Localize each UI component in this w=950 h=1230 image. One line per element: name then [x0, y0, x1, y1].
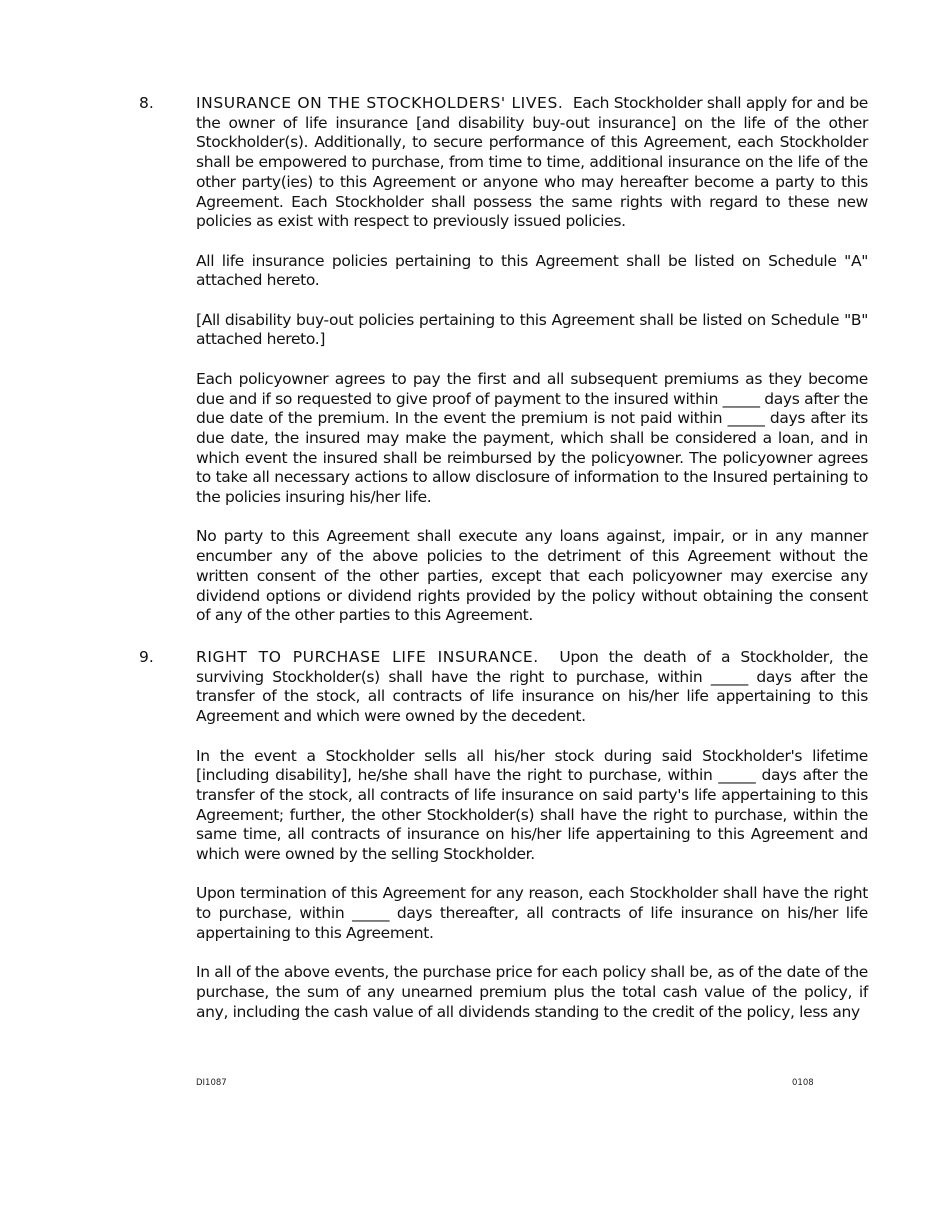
- footer-form-code: DI1087: [196, 1078, 227, 1088]
- section-number: 8.: [139, 94, 154, 112]
- paragraph: [196, 94, 868, 232]
- section-body: [196, 94, 868, 646]
- paragraph: No party to this Agreement shall execute any loans against, impair, or in any manner encumber any of the above policies to the detriment of this Agreement without the written consent of the other parties, except that each policyowner may exercise any dividend options or dividend rights provided by the policy without obtaining the consent of any of the other parties to this Agreement.: [196, 527, 868, 625]
- section-heading: RIGHT TO PURCHASE LIFE INSURANCE.: [196, 648, 539, 666]
- paragraph: [196, 648, 868, 727]
- paragraph-text: Each Stockholder shall apply for and be the owner of life insurance [and disability buy-out insurance] on the life of the other Stockholder(s). Additionally, to secure performance of this Agreement, each Stockholder shall be empowered to purchase, from time to time, additional insurance on the life of the other party(ies) to this Agreement or anyone who may hereafter become a party to this Agreement. Each Stockholder shall possess the same rights with regard to these new policies as exist with respect to previously issued policies.: [196, 94, 868, 231]
- paragraph: All life insurance policies pertaining to this Agreement shall be listed on Schedule "A" attached hereto.: [196, 251, 868, 290]
- paragraph: [All disability buy-out policies pertaining to this Agreement shall be listed on Schedule "B" attached hereto.]: [196, 310, 868, 349]
- paragraph: Upon termination of this Agreement for any reason, each Stockholder shall have the right to purchase, within _____ days thereafter, all contracts of life insurance on his/her life appertaining to this Agreement.: [196, 884, 868, 942]
- paragraph: In the event a Stockholder sells all his/her stock during said Stockholder's lifetime [including disability], he/she shall have the right to purchase, within _____ days after the transfer of the stock, all contracts of life insurance on said party's life appertaining to this Agreement; further, the other Stockholder(s) shall have the right to purchase, within the same time, all contracts of insurance on his/her life appertaining to this Agreement and which were owned by the selling Stockholder.: [196, 746, 868, 864]
- paragraph: Each policyowner agrees to pay the first and all subsequent premiums as they become due and if so requested to give proof of payment to the insured within _____ days after the due date of the premium. In the event the premium is not paid within _____ days after its due date, the insured may make the payment, which shall be considered a loan, and in which event the insured shall be reimbursed by the policyowner. The policyowner agrees to take all necessary actions to allow disclosure of information to the Insured pertaining to the policies insuring his/her life.: [196, 369, 868, 507]
- paragraph: In all of the above events, the purchase price for each policy shall be, as of the date of the purchase, the sum of any unearned premium plus the total cash value of the policy, if any, including the cash value of all dividends standing to the credit of the policy, less any: [196, 963, 868, 1021]
- section-heading: INSURANCE ON THE STOCKHOLDERS' LIVES.: [196, 94, 564, 112]
- footer-revision: 0108: [792, 1078, 814, 1088]
- paragraph-text: Upon the death of a Stockholder, the surviving Stockholder(s) shall have the right to purchase, within _____ days after the transfer of the stock, all contracts of life insurance on his/her life appertaining to this Agreement and which were owned by the decedent.: [196, 648, 869, 726]
- section-number: 9.: [139, 648, 154, 666]
- section-body: [196, 648, 868, 1042]
